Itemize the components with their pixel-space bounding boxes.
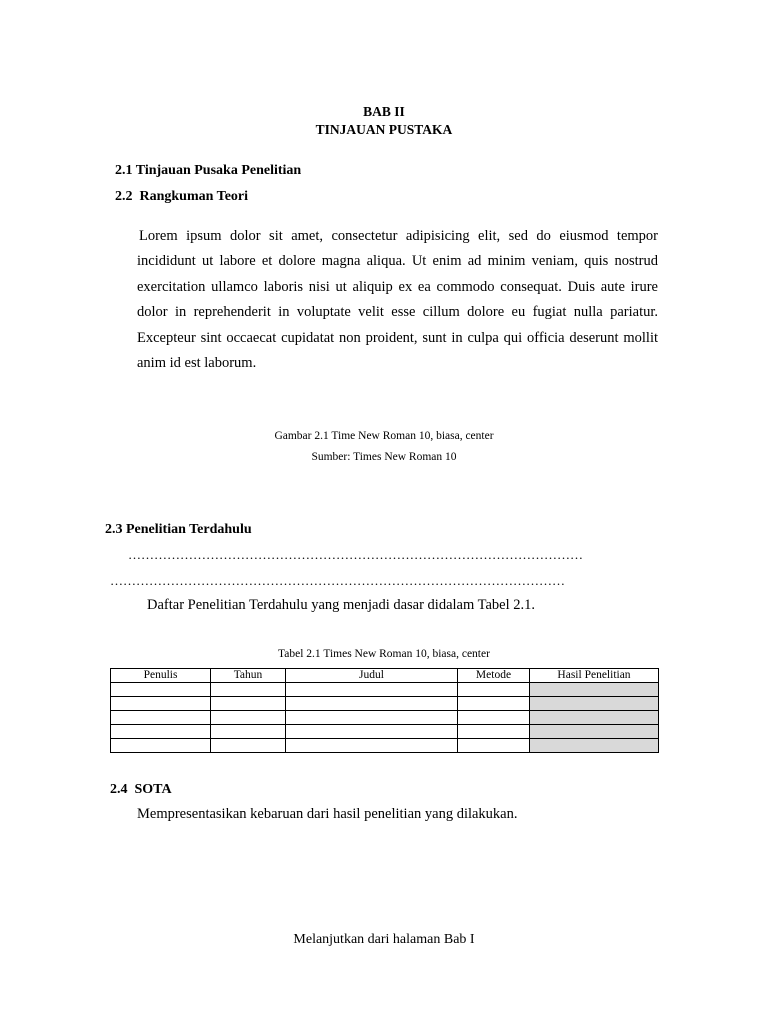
section-2-4-heading: 2.4 SOTA xyxy=(110,782,172,797)
section-2-3-heading: 2.3 Penelitian Terdahulu xyxy=(105,522,252,537)
header-penulis: Penulis xyxy=(111,669,211,683)
table-cell xyxy=(286,725,458,739)
previous-research-table xyxy=(110,668,659,753)
table-cell xyxy=(530,711,659,725)
table-intro-text: Daftar Penelitian Terdahulu yang menjadi dasar didalam Tabel 2.1. xyxy=(147,597,536,613)
table-cell xyxy=(286,683,458,697)
table-cell xyxy=(458,697,530,711)
table-cell xyxy=(211,683,286,697)
table-cell xyxy=(458,683,530,697)
table-header-row xyxy=(111,669,659,683)
table-cell xyxy=(111,697,211,711)
table-cell xyxy=(211,725,286,739)
table-cell xyxy=(211,739,286,753)
table-cell xyxy=(530,697,659,711)
table-cell xyxy=(111,739,211,753)
dotted-line-1: …………………………………………………………………………………………… xyxy=(128,547,583,562)
chapter-title: TINJAUAN PUSTAKA xyxy=(315,122,453,137)
table-cell xyxy=(211,711,286,725)
table-cell xyxy=(286,739,458,753)
theory-paragraph: Lorem ipsum dolor sit amet, consectetur adipisicing elit, sed do eiusmod tempor incididunt ut labore et dolore magna aliqua. Ut enim ad minim veniam, quis nostrud exercitation ullamco laboris nisi ut aliquip ex ea commodo consequat. Duis aute irure dolor in reprehenderit in voluptate velit esse cillum dolore eu fugiat nulla pariatur. Excepteur sint occaecat cupidatat non proident, sunt in culpa qui officia deserunt mollit anim id est laborum. xyxy=(137,228,658,372)
table-cell xyxy=(458,711,530,725)
table-cell xyxy=(111,683,211,697)
table-cell xyxy=(458,739,530,753)
table-cell xyxy=(530,725,659,739)
table-cell xyxy=(530,739,659,753)
figure-source: Sumber: Times New Roman 10 xyxy=(311,451,457,463)
table-cell xyxy=(530,683,659,697)
header-hasil-penelitian: Hasil Penelitian xyxy=(530,669,659,683)
table-row xyxy=(111,697,659,711)
table-cell xyxy=(458,725,530,739)
table-cell xyxy=(111,711,211,725)
table-row xyxy=(111,683,659,697)
header-metode: Metode xyxy=(458,669,530,683)
table-row xyxy=(111,711,659,725)
table-cell xyxy=(286,711,458,725)
table-row xyxy=(111,725,659,739)
section-2-1-heading: 2.1 Tinjauan Pusaka Penelitian xyxy=(115,163,302,178)
table-row xyxy=(111,739,659,753)
table-cell xyxy=(286,697,458,711)
table-caption: Tabel 2.1 Times New Roman 10, biasa, center xyxy=(278,648,490,660)
page-footer: Melanjutkan dari halaman Bab I xyxy=(293,932,475,947)
figure-caption: Gambar 2.1 Time New Roman 10, biasa, center xyxy=(274,430,494,442)
dotted-line-2: …………………………………………………………………………………………… xyxy=(110,573,565,588)
table-cell xyxy=(211,697,286,711)
sota-text: Mempresentasikan kebaruan dari hasil penelitian yang dilakukan. xyxy=(137,806,518,822)
table-cell xyxy=(111,725,211,739)
header-tahun: Tahun xyxy=(211,669,286,683)
chapter-number: BAB II xyxy=(363,104,405,119)
section-2-2-heading: 2.2 Rangkuman Teori xyxy=(115,189,249,204)
header-judul: Judul xyxy=(286,669,458,683)
